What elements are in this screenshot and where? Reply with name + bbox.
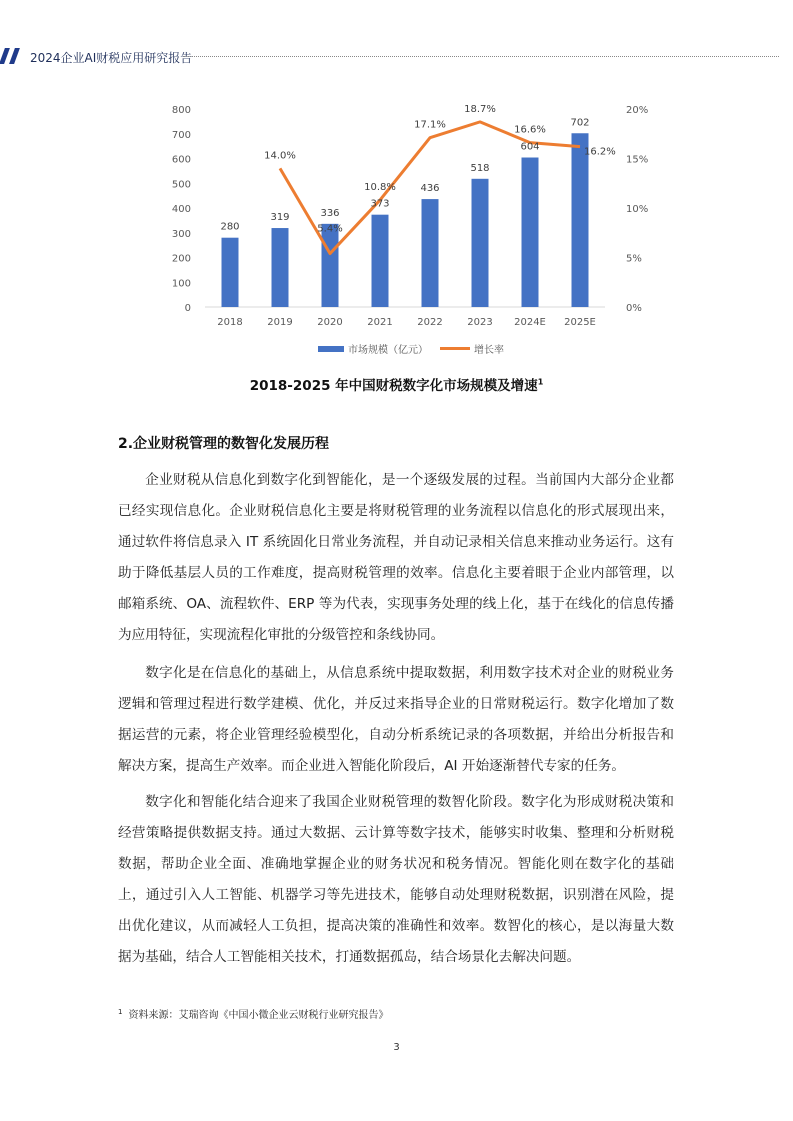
paragraph: 数字化是在信息化的基础上，从信息系统中提取数据，利用数字技术对企业的财税业务逻辑和管理过程进行数学建模、优化，并反过来指导企业的日常财税运行。数字化增加了数据运营的元素，将企业管理经验模型化，自动分析系统记录的各项数据，并给出分析报告和解决方案，提高生产效率。而企业进入智能化阶段后，AI 开始逐渐替代专家的任务。 bbox=[118, 665, 674, 774]
y-right-tick-label: 5% bbox=[626, 253, 642, 265]
y-left-tick-label: 300 bbox=[171, 228, 191, 240]
bar-data-label: 280 bbox=[220, 221, 240, 233]
x-tick-label: 2018 bbox=[217, 317, 243, 328]
legend-bar-swatch bbox=[318, 346, 344, 352]
paragraph: 企业财税从信息化到数字化到智能化，是一个逐级发展的过程。当前国内大部分企业都已经实现信息化。企业财税信息化主要是将财税管理的业务流程以信息化的形式展现出来，通过软件将信息录入 IT 系统固化日常业务流程，并自动记录相关信息来推动业务运行。这有助于降低基层人员的工作难度，提高财税管理的效率。信息化主要着眼于企业内部管理，以邮箱系统、OA、流程软件、ERP 等为代表，实现事务处理的线上化，基于在线化的信息传播为应用特征，实现流程化审批的分级管控和条线协同。 bbox=[118, 472, 674, 643]
report-title: 2024企业AI财税应用研究报告 bbox=[30, 51, 193, 65]
section-heading: 2.企业财税管理的数智化发展历程 bbox=[118, 436, 330, 452]
bar-2022 bbox=[422, 199, 439, 307]
y-left-tick-label: 500 bbox=[171, 179, 191, 191]
bar-2019 bbox=[272, 228, 289, 307]
bar-2021 bbox=[372, 215, 389, 307]
y-left-tick-label: 400 bbox=[171, 204, 191, 215]
paragraph: 数字化和智能化结合迎来了我国企业财税管理的数智化阶段。数字化为形成财税决策和经营策略提供数据支持。通过大数据、云计算等数字技术，能够实时收集、整理和分析财税数据，帮助企业全面、准确地掌握企业的财务状况和税务情况。智能化则在数字化的基础上，通过引入人工智能、机器学习等先进技术，能够自动处理财税数据，识别潜在风险，提出优化建议，从而减轻人工负担，提高决策的准确性和效率。数智化的核心，是以海量大数据为基础，结合人工智能相关技术，打通数据孤岛，结合场景化去解决问题。 bbox=[118, 794, 674, 965]
bar-2020 bbox=[322, 224, 339, 307]
legend-line-swatch bbox=[440, 347, 470, 350]
y-left-tick-label: 0 bbox=[184, 303, 191, 314]
legend-line-label: 增长率 bbox=[474, 345, 504, 356]
footnote-number: 1 bbox=[118, 1007, 123, 1016]
line-data-label: 5.4% bbox=[317, 223, 343, 235]
y-left-tick-label: 200 bbox=[171, 253, 191, 265]
chart-caption bbox=[0, 374, 793, 394]
bar-2025E bbox=[572, 133, 589, 307]
line-data-label: 14.0% bbox=[264, 150, 296, 162]
line-data-label: 18.7% bbox=[464, 103, 496, 115]
y-right-tick-label: 20% bbox=[626, 105, 649, 116]
x-tick-label: 2019 bbox=[267, 317, 293, 328]
legend-item-line bbox=[440, 341, 504, 356]
header-stripe bbox=[0, 48, 10, 64]
header-dotted-rule bbox=[183, 56, 779, 57]
y-right-tick-label: 10% bbox=[626, 204, 649, 215]
caption-text: 2018-2025 年中国财税数字化市场规模及增速 bbox=[249, 378, 538, 394]
line-data-label: 16.6% bbox=[514, 124, 546, 136]
y-right-tick-label: 0% bbox=[626, 303, 642, 314]
caption-footnote-ref: 1 bbox=[537, 377, 544, 387]
x-tick-label: 2024E bbox=[514, 317, 546, 328]
bar-2023 bbox=[472, 179, 489, 307]
bar-data-label: 518 bbox=[470, 162, 490, 174]
y-left-tick-label: 100 bbox=[171, 278, 191, 290]
bar-data-label: 436 bbox=[420, 183, 440, 195]
x-tick-label: 2020 bbox=[317, 317, 343, 328]
line-data-label: 17.1% bbox=[414, 119, 446, 131]
x-tick-label: 2025E bbox=[564, 317, 596, 328]
x-tick-label: 2023 bbox=[467, 317, 493, 328]
bar-data-label: 604 bbox=[520, 141, 540, 153]
y-left-tick-label: 800 bbox=[171, 105, 191, 116]
y-left-tick-label: 700 bbox=[171, 129, 191, 141]
x-tick-label: 2022 bbox=[417, 317, 443, 328]
bar-data-label: 319 bbox=[270, 212, 290, 224]
bar-2024E bbox=[522, 158, 539, 307]
bar-data-label: 702 bbox=[570, 117, 590, 129]
market-size-chart bbox=[160, 96, 660, 336]
x-tick-label: 2021 bbox=[367, 317, 393, 328]
header-stripe bbox=[9, 48, 20, 64]
bar-2018 bbox=[222, 238, 239, 307]
page-number: 3 bbox=[393, 1042, 400, 1053]
line-data-label: 10.8% bbox=[364, 182, 396, 194]
footnote-text: 资料来源：艾瑞咨询《中国小微企业云财税行业研究报告》 bbox=[128, 1010, 389, 1021]
y-left-tick-label: 600 bbox=[171, 154, 191, 166]
y-right-tick-label: 15% bbox=[626, 154, 649, 166]
legend-bar-label: 市场规模（亿元） bbox=[348, 345, 428, 356]
bar-data-label: 336 bbox=[320, 207, 340, 219]
bar-data-label: 373 bbox=[370, 198, 390, 210]
line-data-label: 16.2% bbox=[584, 146, 616, 158]
legend-item-bar bbox=[318, 341, 428, 356]
footnote bbox=[118, 1006, 388, 1021]
page-header bbox=[0, 44, 793, 68]
